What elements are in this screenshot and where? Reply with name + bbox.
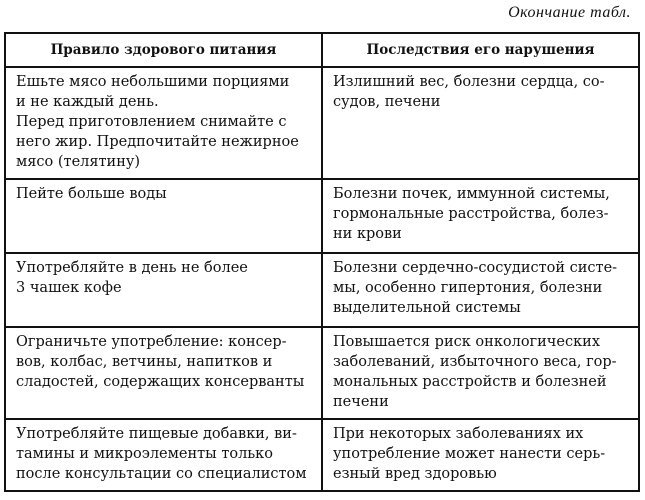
table-continuation-caption: Окончание табл. (508, 4, 631, 21)
column-header-consequence: Последствия его нарушения (322, 33, 639, 67)
table-header-row (5, 33, 639, 67)
rule-cell: Пейте больше воды (5, 179, 322, 253)
consequence-cell: Повышается риск онкологических заболеваний, избыточного веса, гор- мональных расстройств и болезней печени (322, 327, 639, 419)
healthy-eating-table (4, 32, 640, 492)
consequence-cell: Излишний вес, болезни сердца, со- судов, печени (322, 67, 639, 179)
consequence-cell: Болезни почек, иммунной системы, гормональные расстройства, болез- ни крови (322, 179, 639, 253)
rule-cell: Ограничьте употребление: консер- вов, колбас, ветчины, напитков и сладостей, содержащих консерванты (5, 327, 322, 419)
table-row (5, 179, 639, 253)
rule-cell: Ешьте мясо небольшими порциями и не каждый день. Перед приготовлением снимайте с него жир. Предпочитайте нежирное мясо (телятину) (5, 67, 322, 179)
table-row (5, 419, 639, 491)
consequence-cell: При некоторых заболеваниях их употребление может нанести серь- езный вред здоровью (322, 419, 639, 491)
table-row (5, 327, 639, 419)
table-row (5, 253, 639, 327)
consequence-cell: Болезни сердечно-сосудистой систе- мы, особенно гипертония, болезни выделительной системы (322, 253, 639, 327)
column-header-rule: Правило здорового питания (5, 33, 322, 67)
rule-cell: Употребляйте пищевые добавки, ви- тамины и микроэлементы только после консультации со специалистом (5, 419, 322, 491)
table-row (5, 67, 639, 179)
rule-cell: Употребляйте в день не более 3 чашек кофе (5, 253, 322, 327)
